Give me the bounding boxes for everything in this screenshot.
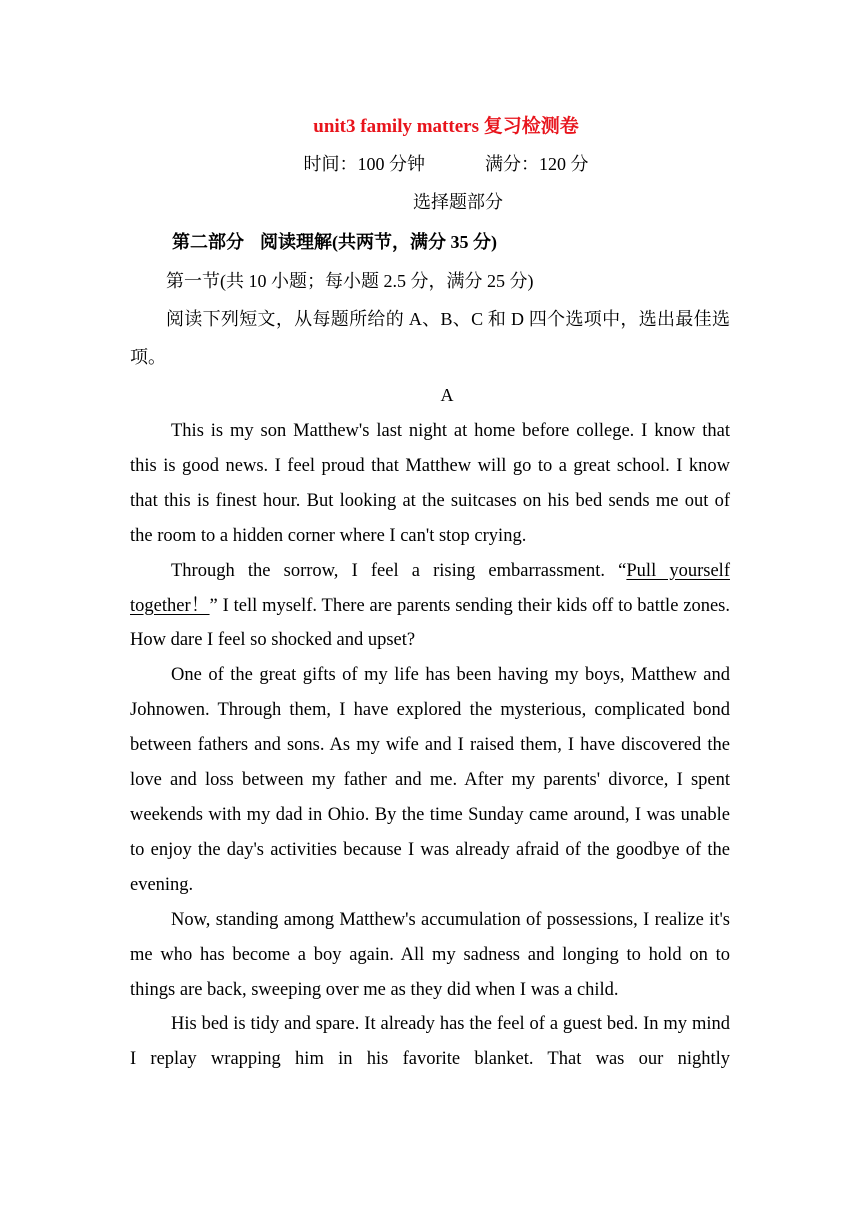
section-one-heading: 第一节(共 10 小题；每小题 2.5 分，满分 25 分): [166, 271, 534, 291]
exam-meta-line: [130, 146, 730, 182]
part-number: 第二部分: [172, 232, 244, 252]
passage-paragraph-2: [130, 554, 730, 659]
part-heading: [130, 222, 730, 262]
part-title: 阅读理解(共两节，满分 35 分): [260, 232, 497, 252]
paragraph-2-end: ” I tell myself. There are parents sending their kids off to battle zones. How dare I feel so shocked and upset?: [130, 595, 730, 651]
section-label: 选择题部分: [413, 192, 503, 212]
passage-paragraph-1: This is my son Matthew's last night at home before college. I know that this is good news. I feel proud that Matthew will go to a great school. I know that this is finest hour. But looking at the suitcases on his bed sends me out of the room to a hidden corner where I can't stop crying.: [130, 421, 730, 546]
reading-instruction: 阅读下列短文，从每题所给的 A、B、C 和 D 四个选项中，选出最佳选项。: [130, 309, 730, 367]
full-score: 满分：120 分: [485, 154, 589, 174]
passage-paragraph-4: Now, standing among Matthew's accumulation of possessions, I realize it's me who has become a boy again. All my sadness and longing to hold on to things are back, sweeping over me as they did when I was a child.: [130, 909, 730, 1000]
underlined-phrase: Pull yourself together！: [130, 560, 730, 616]
document-title: unit3 family matters 复习检测卷: [313, 116, 579, 137]
passage-paragraph-5: His bed is tidy and spare. It already has the feel of a guest bed. In my mind I replay wrapping him in his favorite blanket. That was our nightly: [130, 1014, 730, 1070]
time-limit: 时间：100 分钟: [303, 154, 425, 174]
document-page: [130, 112, 730, 1077]
paragraph-2-start: Through the sorrow, I feel a rising embarrassment. “: [171, 560, 627, 581]
passage-paragraph-3: One of the great gifts of my life has been having my boys, Matthew and Johnowen. Through them, I have explored the mysterious, complicated bond between fathers and sons. As my wife and I raised them, I have discovered the love and loss between my father and me. After my parents' divorce, I spent weekends with my dad in Ohio. By the time Sunday came around, I was unable to enjoy the day's activities because I was already afraid of the goodbye of the evening.: [130, 665, 730, 895]
passage-label: A: [440, 385, 454, 405]
